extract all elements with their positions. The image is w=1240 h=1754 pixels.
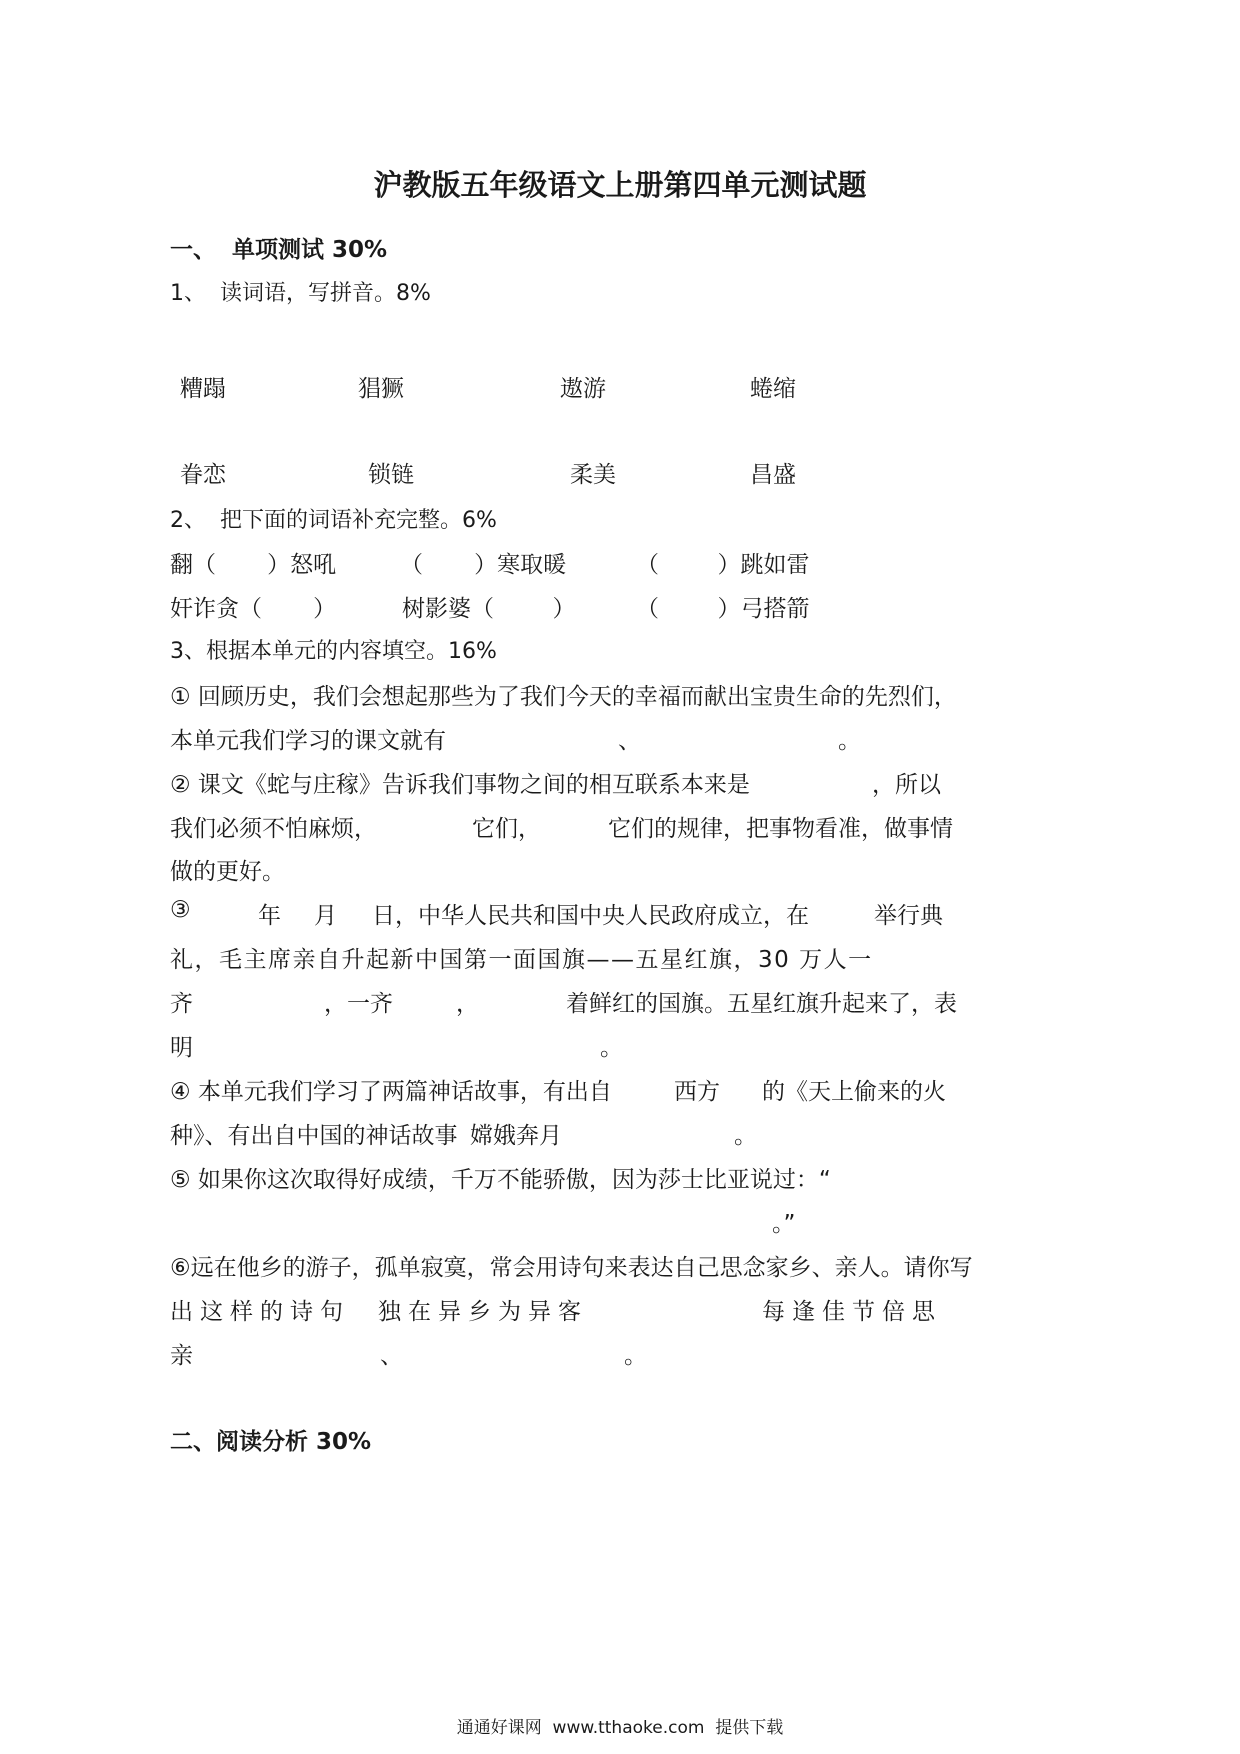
page-title: 沪教版五年级语文上册第四单元测试题	[373, 168, 867, 202]
text-fragment: 明	[170, 1035, 193, 1061]
text-fragment: 、	[618, 728, 641, 754]
text-fragment: 月	[314, 903, 337, 929]
text-fragment: 。	[600, 1035, 623, 1061]
text-fragment: ③	[170, 897, 191, 923]
fill-blank-item: 奸诈贪（ ）	[170, 596, 337, 622]
text-fragment: 每逢佳节倍思	[762, 1299, 942, 1325]
word-item: 猖獗	[358, 376, 404, 402]
section-heading-2: 二、阅读分析 30%	[170, 1429, 372, 1455]
text-fragment: 。	[734, 1123, 757, 1149]
word-item: 眷恋	[180, 462, 226, 488]
text-line: 礼，毛主席亲自升起新中国第一面国旗——五星红旗，30 万人一	[170, 947, 873, 973]
text-fragment: 它们，	[472, 816, 541, 842]
fill-blank-item: 树影婆（ ）	[402, 596, 576, 622]
fill-blank-item: 翻（ ）怒吼	[170, 552, 337, 578]
text-fragment: 独在异乡为异客	[378, 1299, 588, 1325]
question-3-label: 3、根据本单元的内容填空。16%	[170, 639, 497, 664]
text-fragment: 亲	[170, 1343, 193, 1369]
question-1-label: 1、 读词语，写拼音。8%	[170, 281, 431, 306]
text-fragment: 嫦娥奔月	[470, 1123, 562, 1149]
text-fragment: 。	[838, 728, 861, 754]
text-fragment: 。”	[772, 1211, 796, 1237]
text-fragment: 着鲜红的国旗。五星红旗升起来了，表	[566, 991, 957, 1017]
text-fragment: ，一齐	[324, 991, 393, 1017]
text-fragment: ，	[456, 991, 479, 1017]
text-fragment: 的《天上偷来的火	[762, 1079, 946, 1105]
text-fragment: 西方	[674, 1079, 720, 1105]
text-fragment: ④ 本单元我们学习了两篇神话故事，有出自	[170, 1079, 612, 1105]
text-fragment: 日，中华人民共和国中央人民政府成立，在	[372, 903, 809, 929]
word-item: 遨游	[560, 376, 606, 402]
fill-blank-item: （ ）寒取暖	[400, 552, 567, 578]
text-fragment: 齐	[170, 991, 193, 1017]
text-fragment: 出这样的诗句	[170, 1299, 350, 1325]
word-item: 糟蹋	[180, 376, 226, 402]
word-item: 蜷缩	[750, 376, 796, 402]
word-item: 锁链	[368, 462, 414, 488]
text-fragment: 本单元我们学习的课文就有	[170, 728, 446, 754]
text-fragment: 做的更好。	[170, 859, 285, 885]
text-fragment: 年	[258, 903, 281, 929]
word-item: 柔美	[570, 462, 616, 488]
word-item: 昌盛	[750, 462, 796, 488]
section-heading-1: 一、 单项测试 30%	[170, 237, 388, 263]
text-fragment: 、	[380, 1343, 403, 1369]
text-fragment: 种》、有出自中国的神话故事	[170, 1123, 458, 1149]
text-fragment: 。	[624, 1343, 647, 1369]
text-fragment: ② 课文《蛇与庄稼》告诉我们事物之间的相互联系本来是	[170, 772, 750, 798]
text-line: ⑥远在他乡的游子，孤单寂寞，常会用诗句来表达自己思念家乡、亲人。请你写	[170, 1255, 973, 1281]
text-fragment: 举行典	[874, 903, 943, 929]
text-fragment: 它们的规律，把事物看准，做事情	[608, 816, 953, 842]
fill-blank-item: （ ）跳如雷	[636, 552, 810, 578]
page-footer: 通通好课网 www.tthaoke.com 提供下载	[456, 1718, 784, 1738]
text-fragment: ，所以	[872, 772, 941, 798]
fill-blank-item: （ ）弓搭箭	[636, 596, 810, 622]
text-line: ⑤ 如果你这次取得好成绩，千万不能骄傲，因为莎士比亚说过：“	[170, 1167, 831, 1193]
text-fragment: 我们必须不怕麻烦，	[170, 816, 377, 842]
text-line: ① 回顾历史，我们会想起那些为了我们今天的幸福而献出宝贵生命的先烈们，	[170, 684, 957, 710]
question-2-label: 2、 把下面的词语补充完整。6%	[170, 508, 497, 533]
